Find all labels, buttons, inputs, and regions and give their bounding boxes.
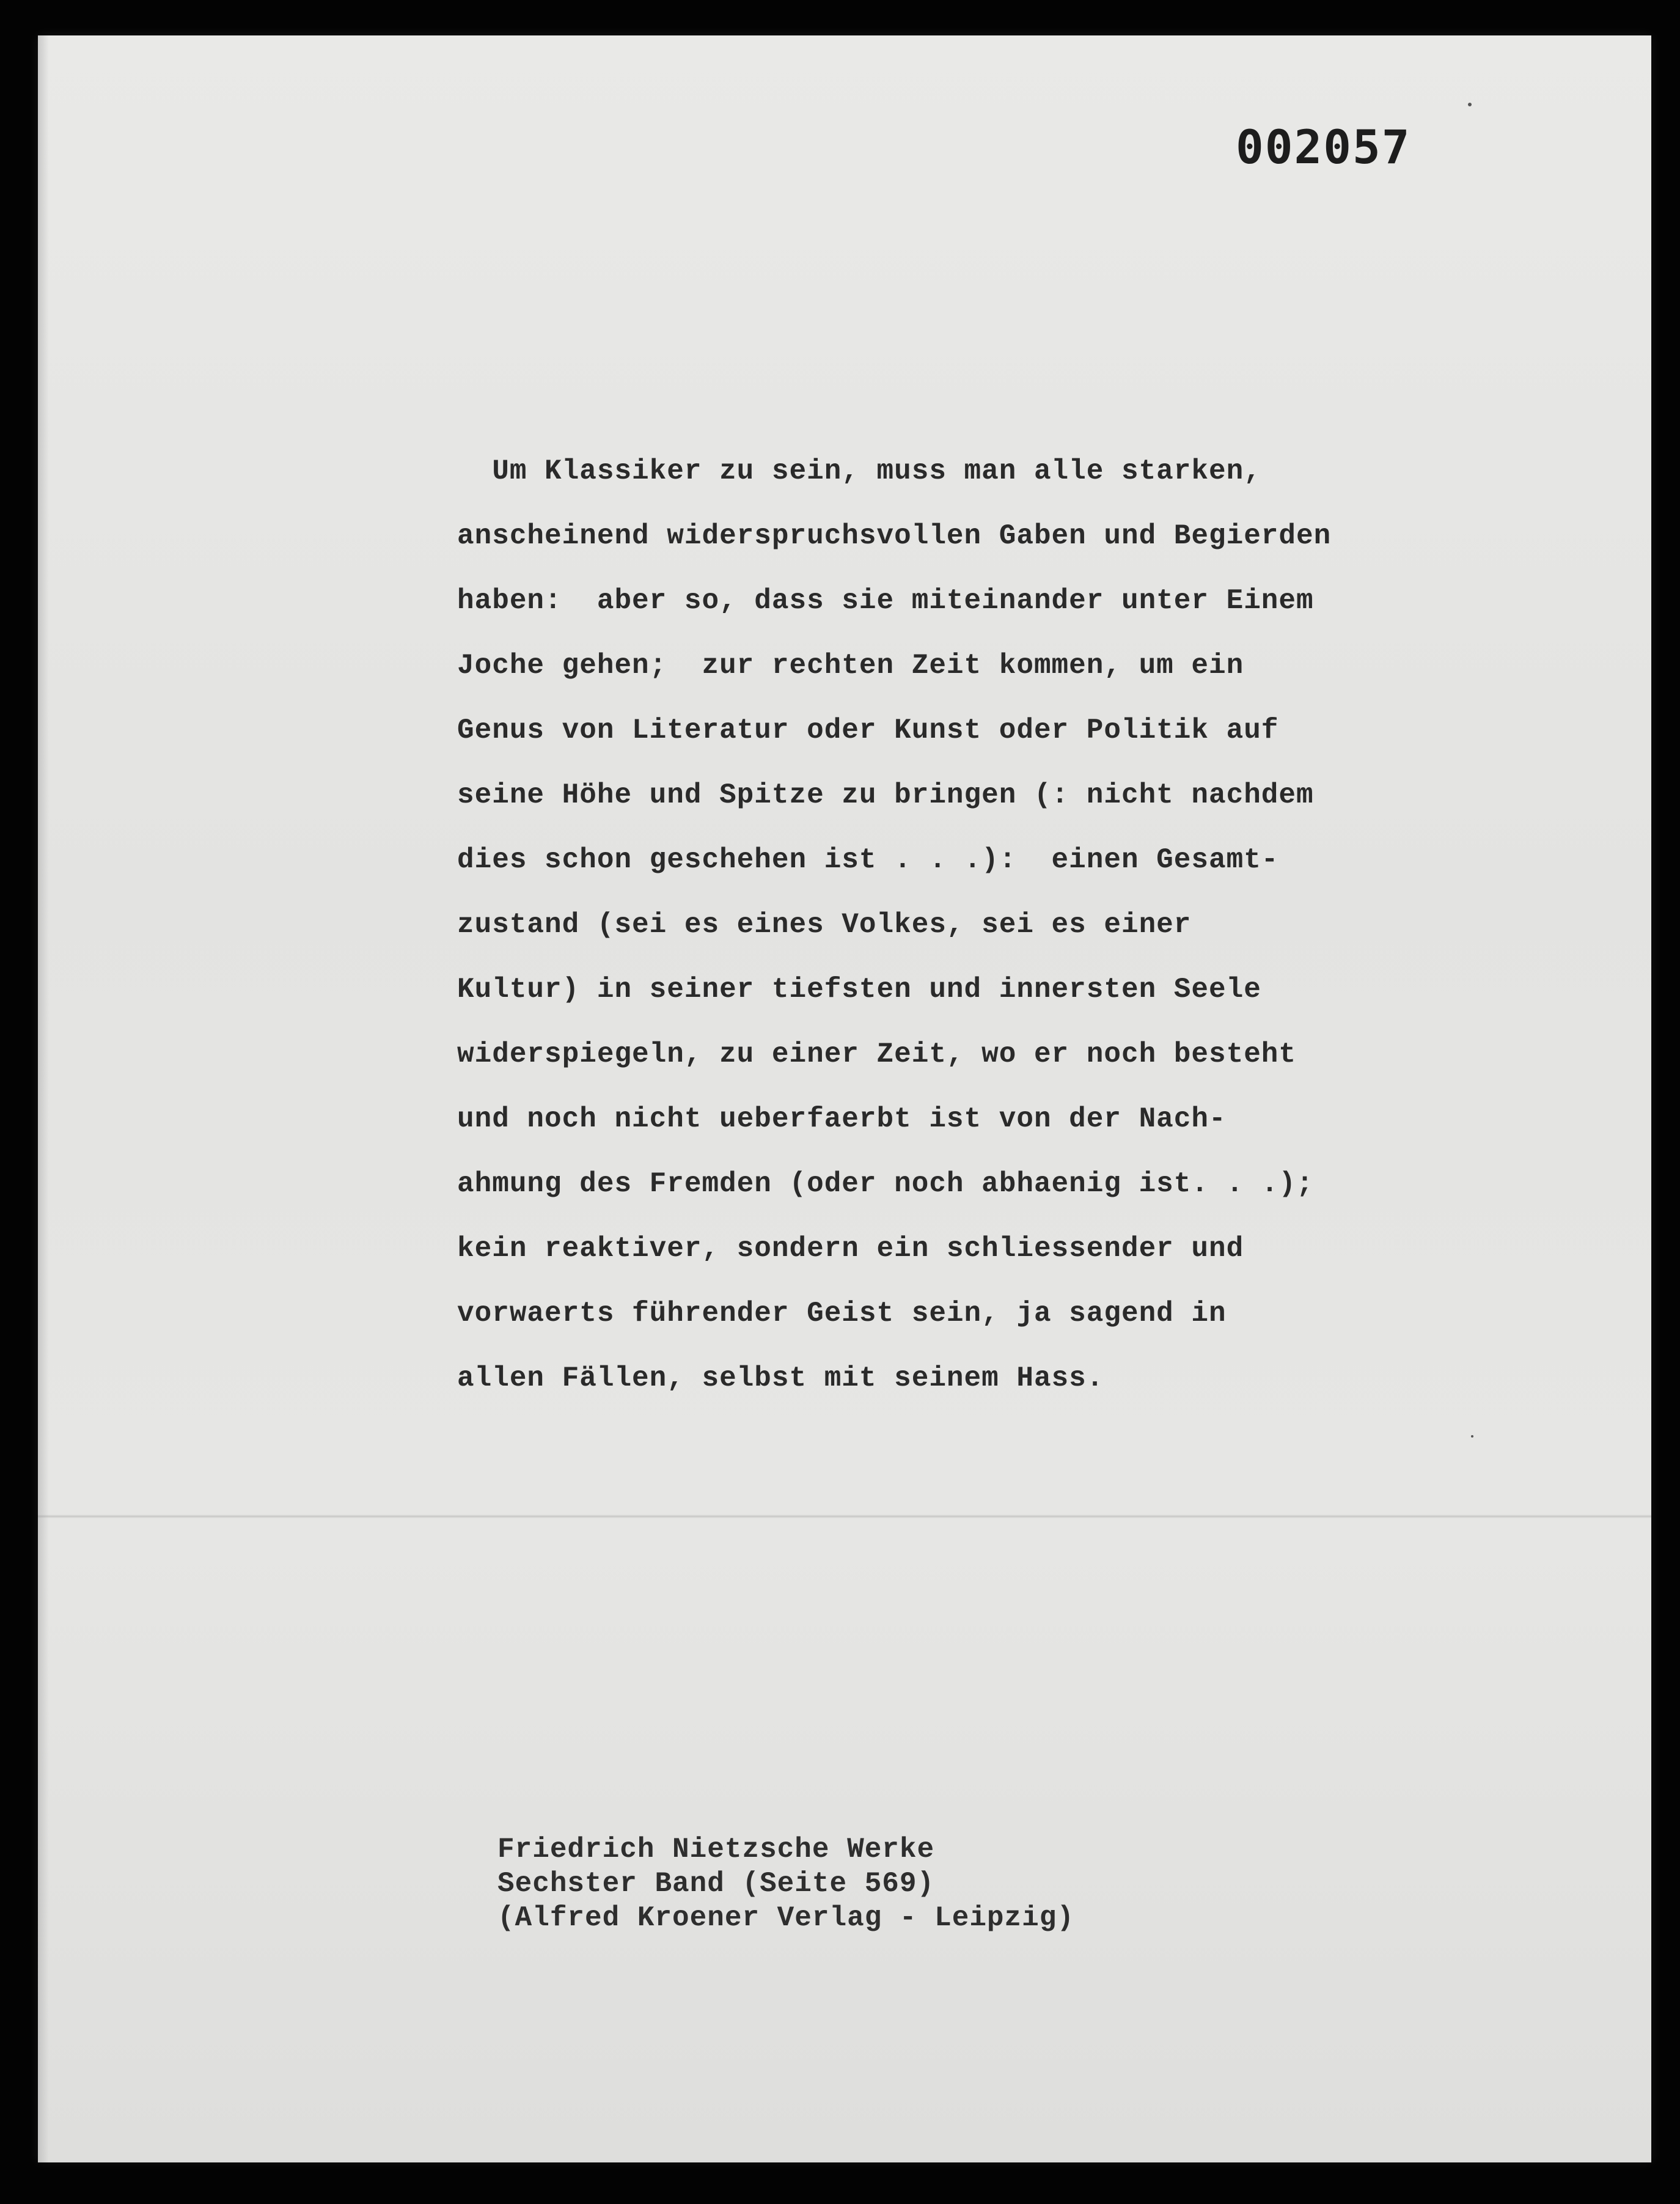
body-line: Kultur) in seiner tiefsten und innersten Seele bbox=[457, 974, 1261, 1005]
quotation-body bbox=[457, 439, 1398, 1411]
body-line: widerspiegeln, zu einer Zeit, wo er noch besteht bbox=[457, 1038, 1297, 1070]
body-line: haben: aber so, dass sie miteinander unter Einem bbox=[457, 585, 1314, 617]
body-line: Joche gehen; zur rechten Zeit kommen, um ein bbox=[457, 650, 1244, 681]
citation-line: (Alfred Kroener Verlag - Leipzig) bbox=[497, 1902, 1074, 1934]
body-line: Um Klassiker zu sein, muss man alle starken, bbox=[457, 455, 1261, 487]
document-sheet bbox=[38, 35, 1651, 2162]
dust-speck bbox=[1468, 103, 1472, 106]
body-line: zustand (sei es eines Volkes, sei es einer bbox=[457, 909, 1192, 941]
body-line: kein reaktiver, sondern ein schliessender und bbox=[457, 1233, 1244, 1265]
dust-speck bbox=[1471, 1435, 1473, 1438]
body-line: anscheinend widerspruchsvollen Gaben und Begierden bbox=[457, 520, 1332, 552]
body-line: allen Fällen, selbst mit seinem Hass. bbox=[457, 1362, 1104, 1394]
body-line: dies schon geschehen ist . . .): einen Gesamt- bbox=[457, 844, 1279, 876]
citation-line: Sechster Band (Seite 569) bbox=[497, 1868, 935, 1900]
body-line: seine Höhe und Spitze zu bringen (: nicht nachdem bbox=[457, 779, 1314, 811]
citation-line: Friedrich Nietzsche Werke bbox=[497, 1834, 935, 1865]
sheet-edge-shadow bbox=[38, 35, 49, 2162]
body-line: ahmung des Fremden (oder noch abhaenig ist. . .); bbox=[457, 1168, 1314, 1200]
body-line: Genus von Literatur oder Kunst oder Politik auf bbox=[457, 714, 1279, 746]
folio-number: 002057 bbox=[1236, 120, 1411, 174]
body-line: und noch nicht ueberfaerbt ist von der Nach- bbox=[457, 1103, 1227, 1135]
paper-fold-crease bbox=[38, 1515, 1651, 1518]
body-line: vorwaerts führender Geist sein, ja sagend in bbox=[457, 1298, 1227, 1329]
source-citation bbox=[497, 1832, 1074, 1935]
